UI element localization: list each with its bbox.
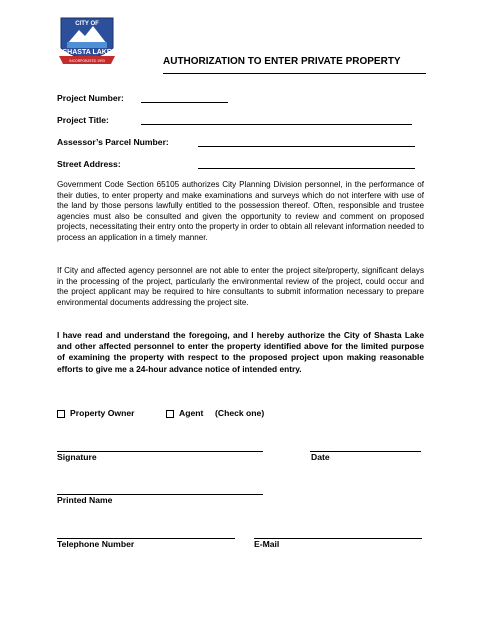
street-address-line[interactable] bbox=[198, 168, 415, 169]
logo-top-text: CITY OF bbox=[75, 21, 99, 27]
paragraph-delays: If City and affected agency personnel are not able to enter the project site/property, significant delays in the processing of the project, particularly the environmental review of the project, could occur and the project applicant may be required to hire consultants to submit information necessary to prepare environmental documents addressing the project site. bbox=[57, 266, 424, 307]
authorization-statement: I have read and understand the foregoing, and I hereby authorize the City of Shasta Lake and other affected personnel to enter the property identified above for the limited purpose of examining the property with respect to the proposed project upon making reasonable efforts to give me a 24-hour advance notice of intended entry. bbox=[57, 330, 424, 374]
printed-name-label: Printed Name bbox=[57, 495, 113, 505]
form-title: AUTHORIZATION TO ENTER PRIVATE PROPERTY bbox=[163, 56, 401, 67]
signature-label: Signature bbox=[57, 452, 97, 462]
logo-water bbox=[67, 42, 107, 48]
agent-checkbox[interactable] bbox=[166, 410, 174, 418]
email-label: E-Mail bbox=[254, 539, 280, 549]
project-number-line[interactable] bbox=[141, 102, 228, 103]
project-title-line[interactable] bbox=[141, 124, 412, 125]
property-owner-label: Property Owner bbox=[70, 408, 135, 418]
project-title-label: Project Title: bbox=[57, 115, 109, 125]
city-logo bbox=[55, 14, 119, 70]
street-address-label: Street Address: bbox=[57, 159, 121, 169]
parcel-number-line[interactable] bbox=[198, 146, 415, 147]
parcel-number-label: Assessor’s Parcel Number: bbox=[57, 137, 169, 147]
telephone-label: Telephone Number bbox=[57, 539, 135, 549]
paragraph-government-code: Government Code Section 65105 authorizes City Planning Division personnel, in the performance of their duties, to enter property and make examinations and surveys which do not interfere with use of the land by those persons lawfully entitled to the possession thereof. Often, responsible and trustee agencies must also be consulted and given the opportunity to review and comment on proposed projects, necessitating their entry onto the property in order to obtain all relevant information needed to process an application in a timely manner. bbox=[57, 180, 424, 242]
agent-label: Agent bbox=[179, 408, 204, 418]
title-rule bbox=[163, 73, 426, 74]
check-one-note: (Check one) bbox=[215, 408, 265, 418]
logo-banner-text: INCORPORATED 1993 bbox=[69, 59, 105, 63]
property-owner-checkbox[interactable] bbox=[57, 410, 65, 418]
date-label: Date bbox=[311, 452, 330, 462]
logo-main-text: SHASTA LAKE bbox=[62, 49, 112, 56]
project-number-label: Project Number: bbox=[57, 93, 124, 103]
